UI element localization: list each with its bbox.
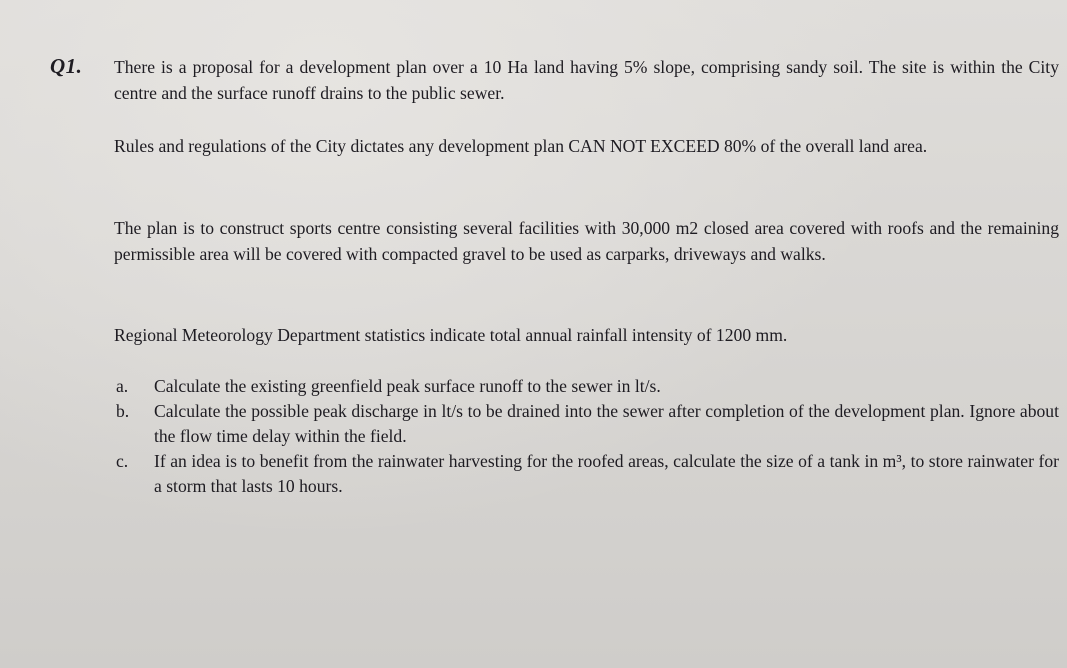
sub-question-marker: a.	[116, 376, 129, 396]
question-number: Q1.	[50, 54, 83, 78]
sub-question-text: Calculate the existing greenfield peak surface runoff to the sewer in lt/s.	[154, 376, 661, 396]
sub-question-list	[114, 374, 1059, 499]
sub-question-marker: c.	[116, 451, 129, 471]
sub-question-marker: b.	[116, 401, 130, 421]
paragraph-regulations: Rules and regulations of the City dictates any development plan CAN NOT EXCEED 80% of the overall land area.	[114, 136, 928, 156]
paragraph-plan-description: The plan is to construct sports centre consisting several facilities with 30,000 m2 closed area covered with roofs and the remaining permissible area will be covered with compacted gravel to be used as carparks, driveways and walks.	[114, 218, 1059, 264]
sub-question-a	[114, 374, 1059, 399]
paragraph-rainfall: Regional Meteorology Department statistics indicate total annual rainfall intensity of 1200 mm.	[114, 325, 788, 345]
sub-question-c	[114, 449, 1059, 499]
sub-question-b	[114, 399, 1059, 449]
sub-question-text: If an idea is to benefit from the rainwater harvesting for the roofed areas, calculate the size of a tank in m³, to store rainwater for a storm that lasts 10 hours.	[154, 451, 1059, 496]
sub-question-text: Calculate the possible peak discharge in lt/s to be drained into the sewer after completion of the development plan. Ignore about the flow time delay within the field.	[154, 401, 1059, 446]
paragraph-site-description: There is a proposal for a development plan over a 10 Ha land having 5% slope, comprising sandy soil. The site is within the City centre and the surface runoff drains to the public sewer.	[114, 57, 1059, 103]
